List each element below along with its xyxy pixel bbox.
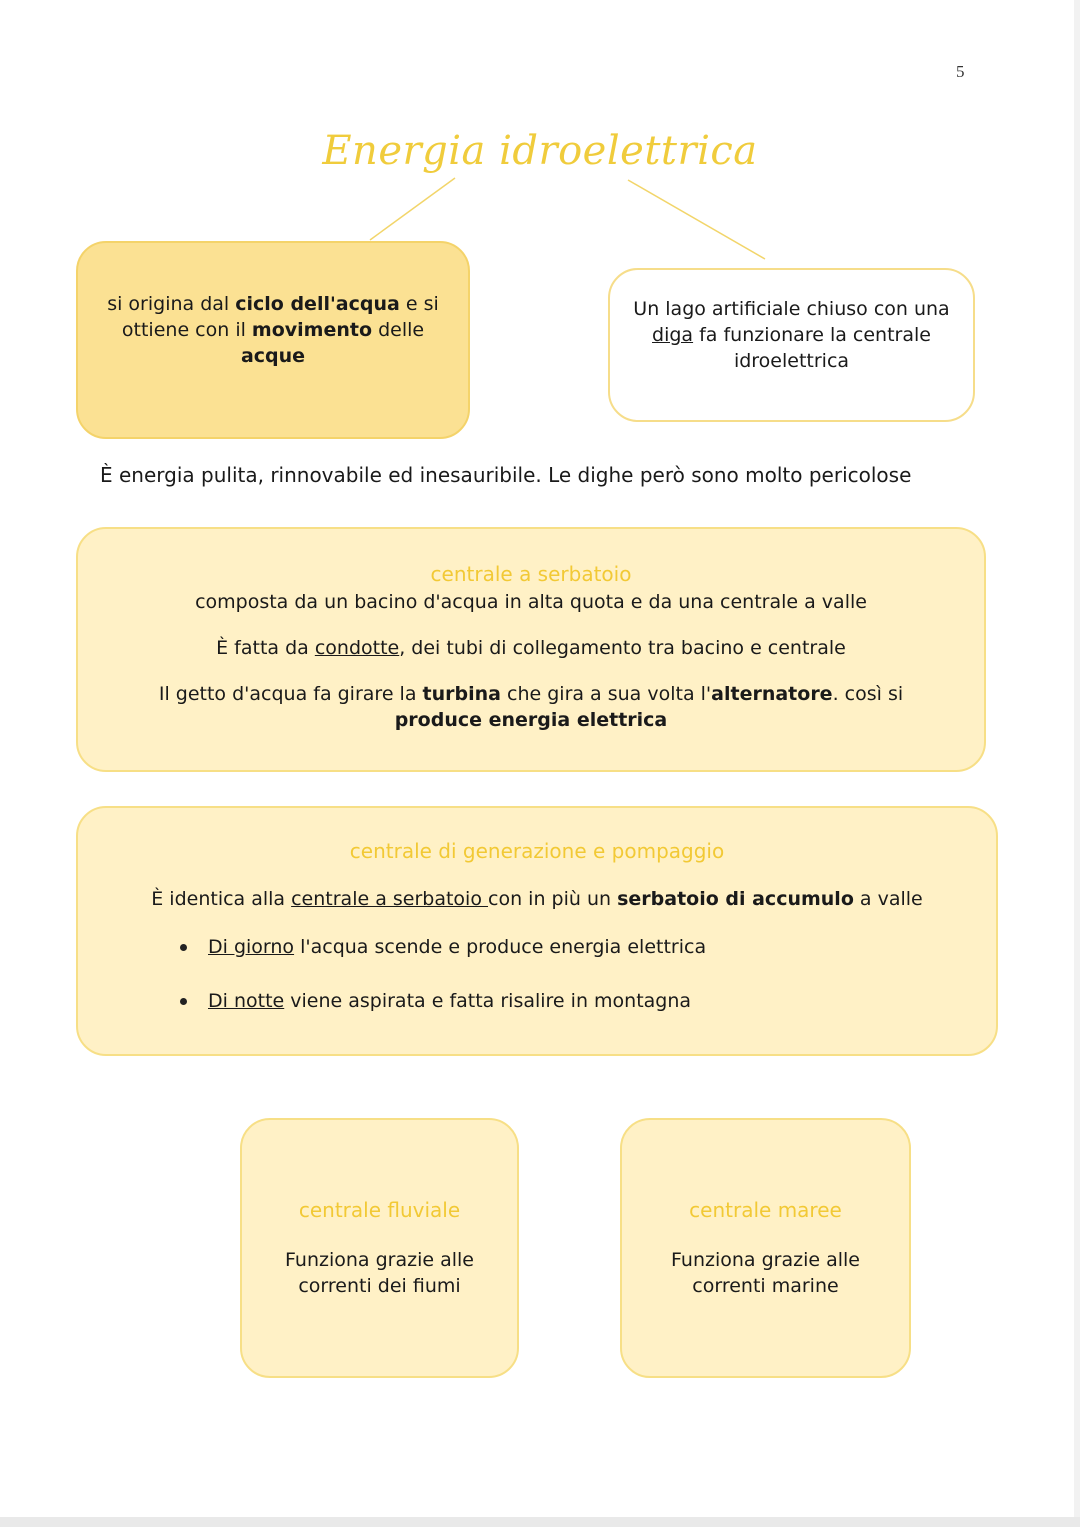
- bullet-text: viene aspirata e fatta risalire in montagna: [284, 990, 692, 1012]
- origin-keyword-waters: acque: [240, 345, 306, 367]
- pumped-storage-heading: centrale di generazione e pompaggio: [349, 839, 725, 863]
- pumped-storage-bullet-list: [118, 934, 956, 1042]
- river-plant-heading: centrale fluviale: [298, 1198, 461, 1222]
- reservoir-plant-line-2: [216, 635, 846, 661]
- pumped-text-part: È identica alla: [151, 888, 292, 910]
- tidal-plant-box: [620, 1118, 911, 1378]
- bullet-text: l'acqua scende e produce energia elettrica: [294, 936, 707, 958]
- lake-text: [630, 296, 953, 374]
- lake-box: [608, 268, 975, 422]
- lake-text-part: Un lago artificiale chiuso con una: [633, 298, 950, 320]
- bullet-keyword-day: Di giorno: [208, 936, 295, 958]
- reservoir-plant-heading: centrale a serbatoio: [430, 562, 632, 586]
- page-right-edge: [1074, 0, 1080, 1527]
- pumped-keyword-reservoir-plant: centrale a serbatoio: [291, 888, 489, 910]
- reservoir-keyword-pipes: condotte: [314, 637, 400, 659]
- reservoir-text-part: . così si: [832, 683, 904, 705]
- page-number: 5: [956, 62, 965, 81]
- lake-text-part: fa funzionare la centrale idroelettrica: [693, 324, 931, 372]
- origin-text-part: e si ottiene con il: [121, 293, 439, 341]
- origin-keyword-water-cycle: ciclo dell'acqua: [235, 293, 400, 315]
- pumped-storage-line-1: [151, 886, 922, 912]
- pumped-text-part: a valle: [853, 888, 923, 910]
- origin-text-part: delle: [372, 319, 425, 341]
- reservoir-text-part: È fatta da: [216, 637, 315, 659]
- pumped-keyword-storage-tank: serbatoio di accumulo: [617, 888, 854, 910]
- connector-line-right: [628, 180, 765, 259]
- reservoir-text-part: Il getto d'acqua fa girare la: [158, 683, 423, 705]
- bullet-keyword-night: Di notte: [208, 990, 285, 1012]
- page-title: Energia idroelettrica: [322, 128, 758, 174]
- pumped-text-part: con in più un: [488, 888, 618, 910]
- reservoir-plant-line-3: [159, 681, 903, 733]
- connector-line-left: [370, 178, 455, 240]
- tidal-plant-heading: centrale maree: [689, 1198, 842, 1222]
- list-item: [118, 988, 956, 1014]
- origin-keyword-movement: movimento: [251, 319, 373, 341]
- page-bottom-edge: [0, 1517, 1080, 1527]
- origin-box: [76, 241, 470, 439]
- tidal-plant-text: Funziona grazie alle correnti marine: [671, 1249, 860, 1297]
- reservoir-text-part: , dei tubi di collegamento tra bacino e centrale: [399, 637, 846, 659]
- reservoir-keyword-turbine: turbina: [422, 683, 501, 705]
- reservoir-keyword-electric-energy: produce energia elettrica: [394, 709, 668, 731]
- origin-text-part: si origina dal: [107, 293, 236, 315]
- list-item: [118, 934, 956, 960]
- reservoir-plant-box: [76, 527, 986, 772]
- pumped-storage-plant-box: [76, 806, 998, 1056]
- reservoir-text-part: che gira a sua volta l': [500, 683, 712, 705]
- reservoir-keyword-alternator: alternatore: [711, 683, 833, 705]
- origin-text: [102, 291, 444, 369]
- river-plant-box: [240, 1118, 519, 1378]
- river-plant-text: Funziona grazie alle correnti dei fiumi: [285, 1249, 474, 1297]
- lake-keyword-dam: diga: [652, 324, 694, 346]
- energy-statement: È energia pulita, rinnovabile ed inesauribile. Le dighe però sono molto pericolose: [100, 463, 912, 487]
- reservoir-plant-line-1: composta da un bacino d'acqua in alta quota e da una centrale a valle: [195, 591, 867, 613]
